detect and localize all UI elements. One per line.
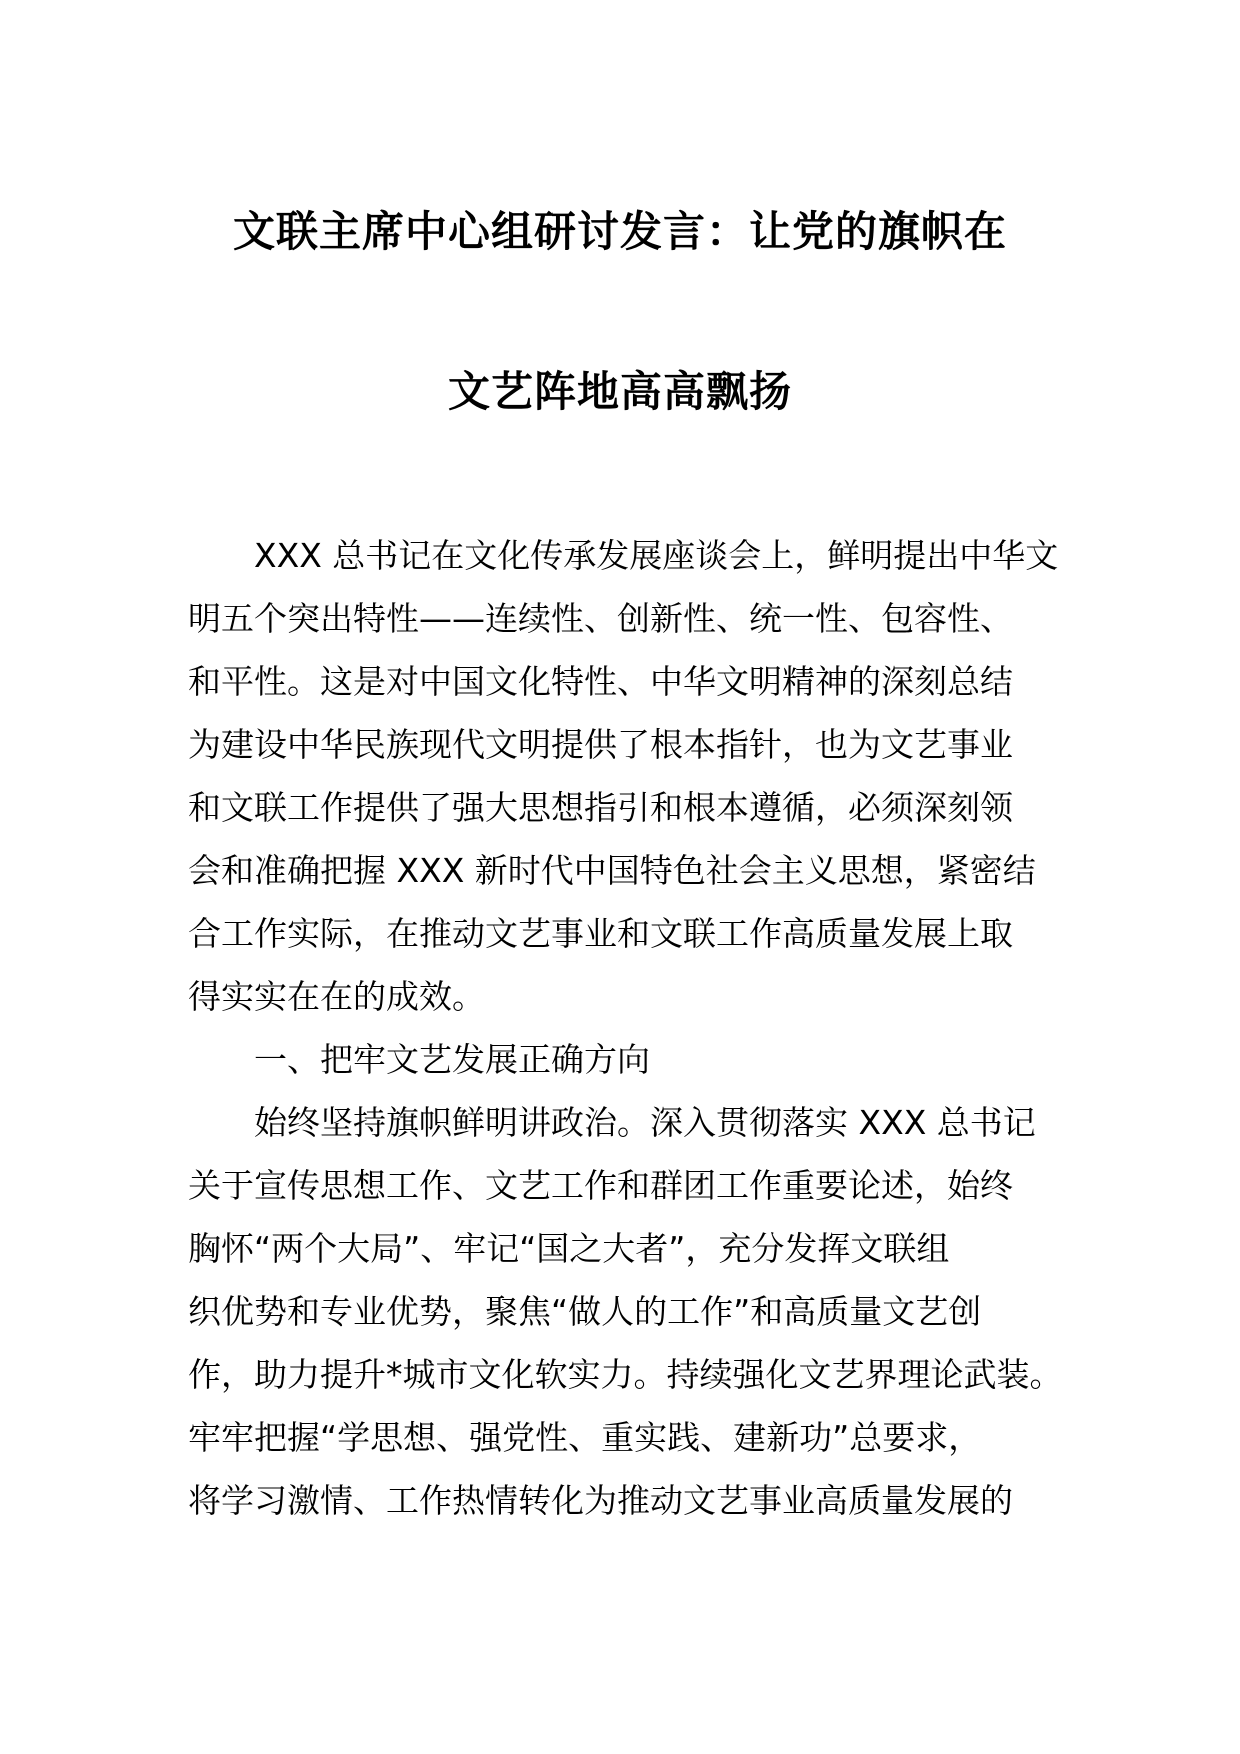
body-line-7: 合工作实际，在推动文艺事业和文联工作高质量发展上取 <box>188 914 1013 953</box>
body-line-13: 织优势和专业优势，聚焦“做人的工作”和高质量文艺创 <box>188 1292 982 1331</box>
body-line-10: 始终坚持旗帜鲜明讲政治。深入贯彻落实 XXX 总书记 <box>188 1103 1036 1142</box>
body-line-12: 胸怀“两个大局”、牢记“国之大者”，充分发挥文联组 <box>188 1229 950 1268</box>
body-line-14: 作，助力提升*城市文化软实力。持续强化文艺界理论武装。 <box>188 1355 1063 1394</box>
document-title-line-1: 文联主席中心组研讨发言：让党的旗帜在 <box>232 207 1007 256</box>
body-line-11: 关于宣传思想工作、文艺工作和群团工作重要论述，始终 <box>188 1166 1013 1205</box>
body-line-1: XXX 总书记在文化传承发展座谈会上，鲜明提出中华文 <box>188 536 1059 575</box>
body-line-4: 为建设中华民族现代文明提供了根本指针，也为文艺事业 <box>188 725 1013 764</box>
section-heading-1: 一、把牢文艺发展正确方向 <box>188 1040 650 1079</box>
body-line-15: 牢牢把握“学思想、强党性、重实践、建新功”总要求， <box>188 1418 982 1457</box>
body-line-6: 会和准确把握 XXX 新时代中国特色社会主义思想，紧密结 <box>188 851 1036 890</box>
body-line-16: 将学习激情、工作热情转化为推动文艺事业高质量发展的 <box>188 1481 1013 1520</box>
body-line-8: 得实实在在的成效。 <box>188 977 485 1016</box>
document-title-line-2: 文艺阵地高高飘扬 <box>447 367 792 416</box>
body-line-2: 明五个突出特性——连续性、创新性、统一性、包容性、 <box>188 599 1013 638</box>
body-line-5: 和文联工作提供了强大思想指引和根本遵循，必须深刻领 <box>188 788 1013 827</box>
body-line-3: 和平性。这是对中国文化特性、中华文明精神的深刻总结 <box>188 662 1013 701</box>
